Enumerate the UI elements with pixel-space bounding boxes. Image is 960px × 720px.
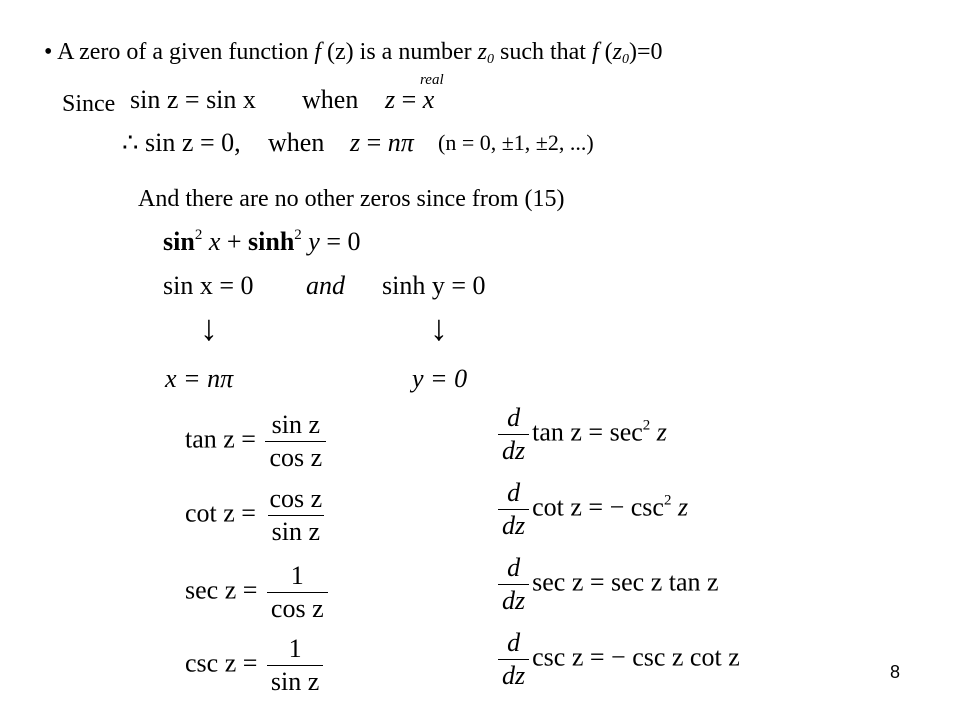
deriv-cot-expr: cot z = − csc <box>532 492 664 522</box>
and-word: and <box>306 271 345 300</box>
since-when: when <box>302 85 359 114</box>
page-number: 8 <box>890 662 901 682</box>
z0-base: z <box>477 39 487 65</box>
eq15-x: x <box>202 227 221 256</box>
derivative-tan <box>495 405 667 464</box>
bullet-line <box>44 40 663 67</box>
def-cot-lhs: cot z = <box>185 498 256 528</box>
def-csc-den: sin z <box>267 665 323 695</box>
bullet-text-mid: is a number <box>353 39 478 65</box>
z0-sub: 0 <box>486 52 494 67</box>
bullet-text-such-that: such that <box>493 39 592 65</box>
therefore-eq2: = <box>366 128 382 157</box>
function-f-2: f <box>591 39 599 65</box>
deriv-tan-sup: 2 <box>642 417 651 434</box>
deriv-sec-d: d <box>507 553 521 582</box>
def-sec-den: cos z <box>267 592 328 622</box>
since-rhs: sin x <box>206 85 256 114</box>
derivative-csc <box>495 630 740 689</box>
result-y-0: y = 0 <box>412 364 468 393</box>
z0b-sub: 0 <box>621 52 629 67</box>
bullet-text-prefix: A zero of a given function <box>57 39 315 65</box>
definition-csc <box>185 636 326 695</box>
eq15 <box>163 228 361 255</box>
bullet-glyph: • <box>44 39 53 65</box>
since-x: x <box>422 85 435 114</box>
def-sec-fraction <box>267 563 328 622</box>
therefore-line <box>122 130 241 156</box>
def-cot-num: cos z <box>269 484 323 513</box>
deriv-tan-tail: z <box>650 417 667 447</box>
eq15-eq: = 0 <box>319 227 361 256</box>
therefore-z: z <box>350 128 361 157</box>
arrow-down-left-icon: ↓ <box>200 308 218 348</box>
therefore-when: when <box>268 128 325 157</box>
def-tan-num: sin z <box>271 410 321 439</box>
deriv-tan-d: d <box>507 403 521 432</box>
deriv-cot-d: d <box>507 478 521 507</box>
deriv-tan-expr: tan z = sec <box>532 417 643 447</box>
since-z-eq-x <box>385 87 434 113</box>
since-lhs: sin z <box>130 85 179 114</box>
derivative-cot <box>495 480 688 539</box>
sinhy-eq-0: sinh y = 0 <box>382 271 486 300</box>
definition-tan <box>185 412 329 471</box>
deriv-sec-expr: sec z = sec z tan z <box>532 567 719 597</box>
eq15-sup1: 2 <box>194 227 203 243</box>
derivative-sec <box>495 555 719 614</box>
deriv-csc-ddz <box>498 630 529 689</box>
definition-cot <box>185 486 329 545</box>
sinx-eq-0: sin x = 0 <box>163 271 254 300</box>
def-sec-num: 1 <box>290 561 304 590</box>
therefore-range: (n = 0, ±1, ±2, ...) <box>438 130 594 155</box>
deriv-cot-dz: dz <box>498 509 529 539</box>
since-eq-sign: = <box>184 85 200 114</box>
def-tan-fraction <box>265 412 326 471</box>
z-paren: (z) <box>321 39 354 65</box>
open-paren: ( <box>598 39 613 65</box>
def-tan-den: cos z <box>265 441 326 471</box>
z0b-base: z <box>612 39 622 65</box>
eq15-sup2: 2 <box>294 227 302 243</box>
def-csc-lhs: csc z = <box>185 648 258 678</box>
since-eq2: = <box>401 85 417 114</box>
deriv-csc-d: d <box>507 628 521 657</box>
therefore-symbol: ∴ <box>122 128 139 157</box>
arrow-down-right-icon: ↓ <box>430 308 448 348</box>
def-cot-fraction <box>265 486 326 545</box>
deriv-tan-dz: dz <box>498 434 529 464</box>
therefore-sin: sin z <box>145 128 194 157</box>
def-csc-num: 1 <box>288 634 302 663</box>
therefore-z-npi <box>350 130 414 156</box>
def-sec-lhs: sec z = <box>185 575 258 605</box>
result-x-npi: x = nπ <box>165 364 234 393</box>
eq15-sinh: sinh <box>248 227 295 256</box>
deriv-sec-dz: dz <box>498 584 529 614</box>
deriv-cot-tail: z <box>671 492 689 522</box>
deriv-cot-sup: 2 <box>663 492 672 509</box>
def-tan-lhs: tan z = <box>185 424 256 454</box>
eq15-plus: + <box>220 227 249 256</box>
deriv-cot-ddz <box>498 480 529 539</box>
no-other-zeros-text: And there are no other zeros since from (15) <box>138 186 565 212</box>
def-cot-den: sin z <box>268 515 324 545</box>
since-z: z <box>385 85 396 114</box>
eq15-sin: sin <box>163 227 195 256</box>
since-label: Since <box>62 91 116 117</box>
therefore-npi: nπ <box>387 128 414 157</box>
definition-sec <box>185 563 331 622</box>
eq15-y: y <box>301 227 320 256</box>
function-f: f <box>314 39 322 65</box>
close-eq: )=0 <box>628 39 663 65</box>
real-note: real <box>420 72 444 88</box>
deriv-tan-ddz <box>498 405 529 464</box>
therefore-eq: = 0, <box>199 128 241 157</box>
def-csc-fraction <box>267 636 323 695</box>
deriv-csc-expr: csc z = − csc z cot z <box>532 642 740 672</box>
deriv-csc-dz: dz <box>498 659 529 689</box>
since-equation <box>130 87 256 113</box>
deriv-sec-ddz <box>498 555 529 614</box>
